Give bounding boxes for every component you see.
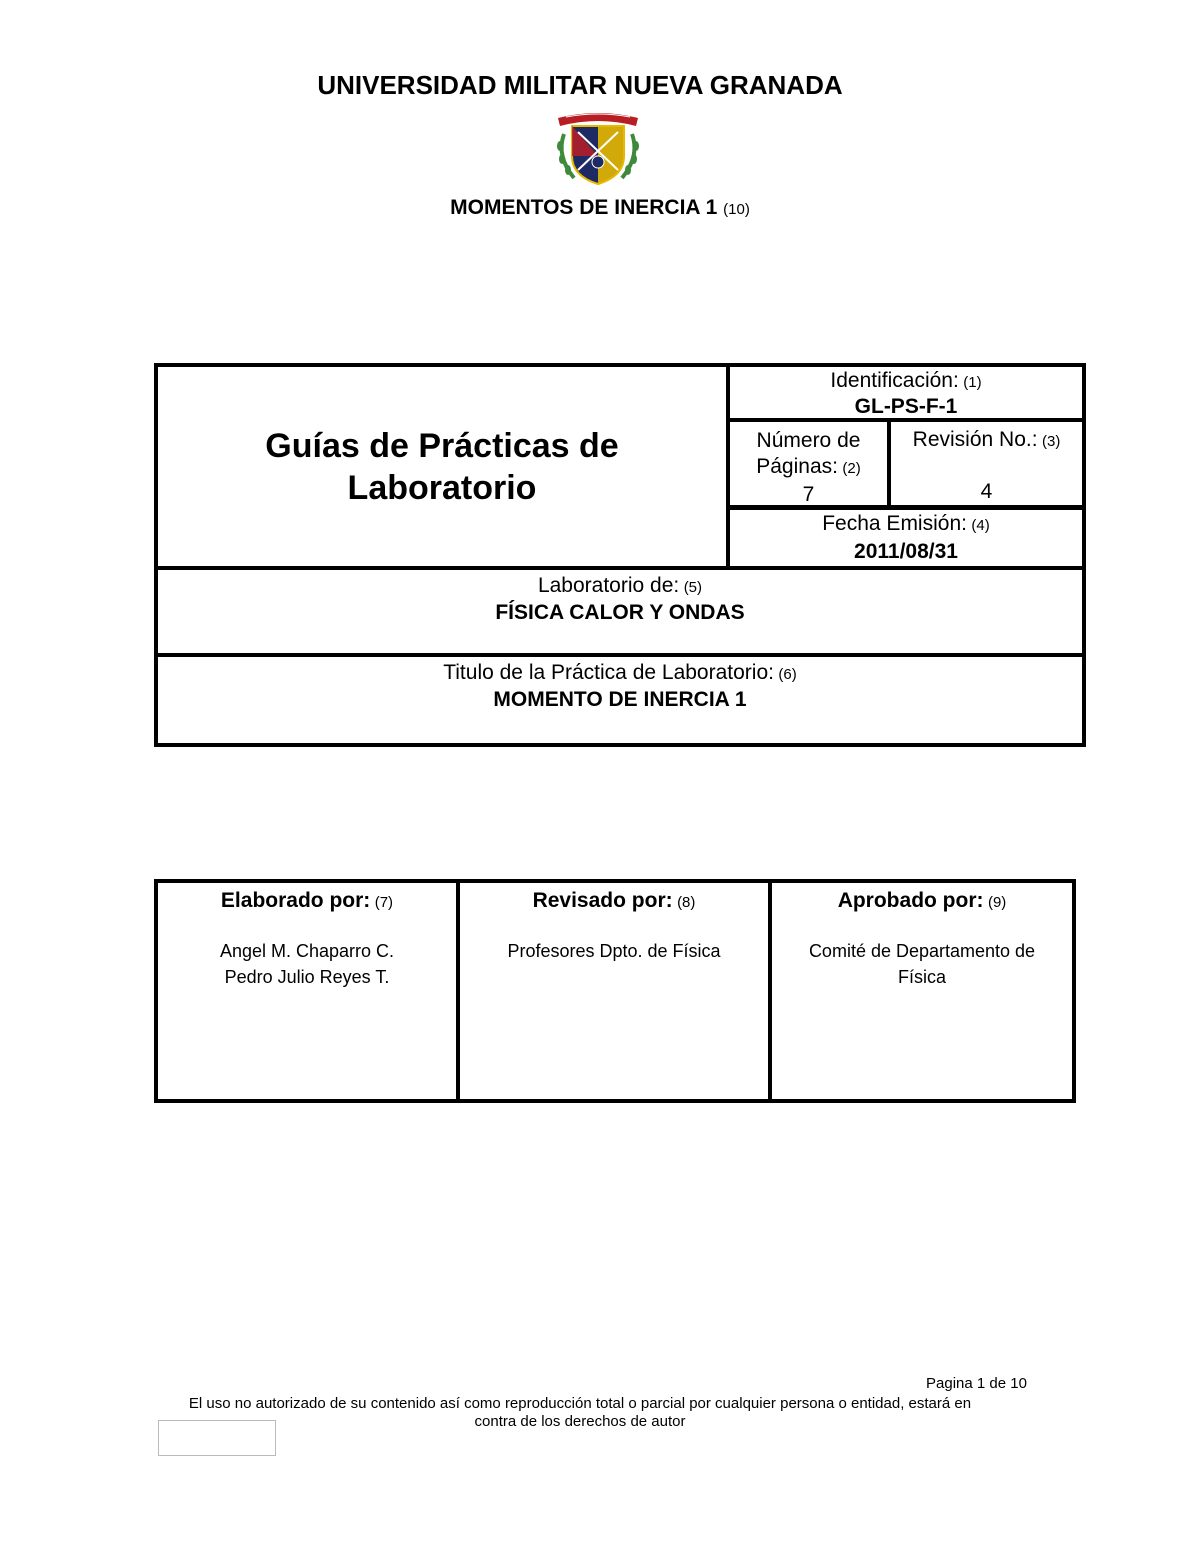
elaborado-label: Elaborado por:	[220, 889, 371, 912]
titulo-label: Titulo de la Práctica de Laboratorio:	[443, 661, 774, 684]
aprobado-line-2: Física	[897, 967, 946, 987]
footer-blank-box	[158, 1420, 276, 1456]
titulo-practica-cell	[154, 653, 1086, 747]
fecha-label: Fecha Emisión:	[822, 512, 967, 535]
num-paginas-label-2: Páginas:	[756, 455, 838, 478]
identificacion-value: GL-PS-F-1	[854, 395, 958, 418]
copyright-line-2: contra de los derechos de autor	[474, 1413, 686, 1430]
revision-note: (3)	[1042, 433, 1061, 450]
fecha-value: 2011/08/31	[854, 540, 958, 563]
elaborado-cell	[154, 879, 460, 1103]
aprobado-note: (9)	[987, 894, 1007, 911]
university-crest-logo	[548, 104, 648, 190]
document-subtitle	[0, 196, 1200, 220]
main-title-line1: Guías de Prácticas de	[265, 427, 619, 465]
laboratorio-value: FÍSICA CALOR Y ONDAS	[495, 601, 745, 624]
copyright-line-1: El uso no autorizado de su contenido así como reproducción total o parcial por cualquier persona o entidad, estará en	[188, 1395, 972, 1412]
revisado-note: (8)	[677, 894, 696, 911]
fecha-note: (4)	[971, 517, 990, 534]
laboratorio-cell	[154, 566, 1086, 657]
aprobado-line-1: Comité de Departamento de	[808, 941, 1036, 961]
main-title-cell	[154, 363, 730, 570]
num-paginas-value: 7	[802, 483, 815, 506]
page-number: Pagina 1 de 10	[926, 1375, 1027, 1392]
revisado-reviewer: Profesores Dpto. de Física	[507, 941, 721, 961]
num-paginas-label-1: Número de	[756, 429, 861, 452]
titulo-note: (6)	[778, 666, 797, 683]
aprobado-label: Aprobado por:	[837, 889, 984, 912]
elaborado-note: (7)	[374, 894, 394, 911]
revision-cell	[887, 418, 1086, 509]
fecha-cell	[726, 506, 1086, 570]
copyright-notice	[160, 1395, 1000, 1431]
elaborado-author-2: Pedro Julio Reyes T.	[224, 967, 390, 987]
subtitle-text: MOMENTOS DE INERCIA 1	[450, 196, 718, 219]
revisado-cell	[456, 879, 772, 1103]
laboratorio-label: Laboratorio de:	[537, 574, 680, 597]
identificacion-cell	[726, 363, 1086, 422]
aprobado-cell	[768, 879, 1076, 1103]
signature-table	[154, 879, 1076, 1103]
num-paginas-note: (2)	[842, 460, 861, 477]
university-name: UNIVERSIDAD MILITAR NUEVA GRANADA	[317, 70, 843, 100]
titulo-value: MOMENTO DE INERCIA 1	[493, 688, 747, 711]
laboratorio-note: (5)	[683, 579, 703, 596]
subtitle-note: (10)	[723, 201, 750, 218]
revisado-label: Revisado por:	[532, 889, 673, 912]
elaborado-author-1: Angel M. Chaparro C.	[219, 941, 395, 961]
revision-value: 4	[980, 480, 993, 503]
document-info-table	[154, 363, 1086, 747]
num-paginas-cell	[726, 418, 891, 509]
identificacion-note: (1)	[963, 374, 982, 391]
main-title-line2: Laboratorio	[347, 469, 537, 507]
revision-label: Revisión No.:	[912, 428, 1038, 451]
identificacion-label: Identificación:	[830, 369, 959, 392]
